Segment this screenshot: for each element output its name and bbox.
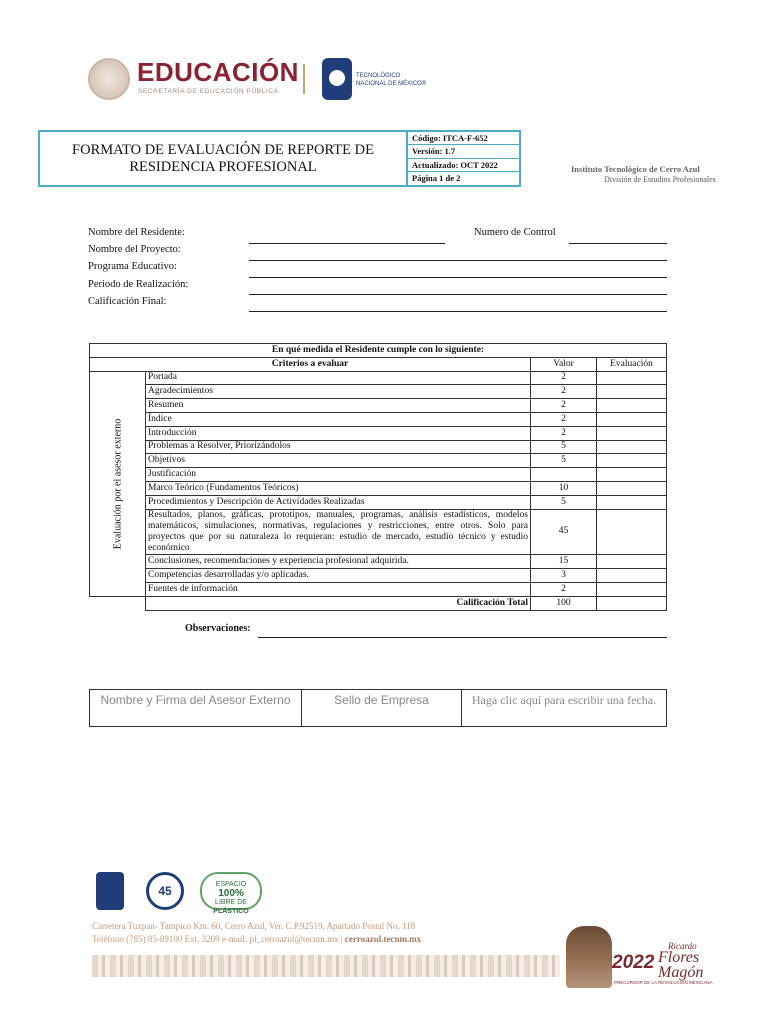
label-nombre-residente: Nombre del Residente: — [88, 227, 185, 238]
decorative-band — [92, 955, 560, 977]
valor-cell: 15 — [531, 555, 597, 569]
total-label: Calificación Total — [146, 596, 531, 610]
evaluacion-input-cell[interactable] — [597, 582, 667, 596]
title-line-2: RESIDENCIA PROFESIONAL — [129, 158, 317, 175]
total-row — [90, 596, 667, 610]
criteria-row — [90, 454, 667, 468]
signature-table — [89, 689, 667, 727]
brand-subtitle: SECRETARÍA DE EDUCACIÓN PÚBLICA — [138, 88, 279, 95]
footer-address: Carretera Tuxpan- Tampico Km. 60, Cerro Azul, Ver. C.P.92519, Apartado Postal No. 118 — [92, 921, 416, 931]
evaluacion-input-cell[interactable] — [597, 426, 667, 440]
footer-contact — [92, 934, 421, 944]
criteria-row — [90, 495, 667, 509]
evaluacion-input-cell[interactable] — [597, 385, 667, 399]
criteria-cell: Competencias desarrolladas y/o aplicadas. — [146, 569, 531, 583]
valor-cell: 45 — [531, 509, 597, 555]
document-meta — [406, 132, 519, 185]
field-periodo[interactable] — [249, 294, 667, 295]
label-nombre-proyecto: Nombre del Proyecto: — [88, 244, 181, 255]
criteria-row — [90, 426, 667, 440]
ricardo-flores-magon-portrait — [566, 926, 612, 988]
flores-label: Flores — [658, 949, 700, 966]
criteria-cell: Fuentes de información — [146, 582, 531, 596]
tecnm-line1: TECNOLÓGICO — [356, 73, 401, 79]
criteria-row — [90, 468, 667, 482]
criteria-cell: Agradecimientos — [146, 385, 531, 399]
valor-cell: 2 — [531, 426, 597, 440]
evaluacion-input-cell[interactable] — [597, 481, 667, 495]
sello-empresa-cell[interactable]: Sello de Empresa — [302, 690, 462, 727]
brand-title: EDUCACIÓN — [137, 57, 299, 87]
criteria-cell: Resultados, planos, gráficas, prototipos, manuales, programas, análisis estadísticos, modelos matemáticos, simulaciones, normativas, regulaciones y restricciones, entre otros. Solo para proyectos que por su naturaleza lo requieran: estudio de mercado, estudio técnico y estudio económico — [146, 509, 531, 555]
government-seal-icon — [88, 58, 130, 100]
criteria-row — [90, 440, 667, 454]
criteria-cell: Objetivos — [146, 454, 531, 468]
total-value: 100 — [531, 596, 597, 610]
label-periodo: Periodo de Realización: — [88, 279, 189, 290]
criteria-cell: Procedimientos y Descripción de Actividades Realizadas — [146, 495, 531, 509]
criteria-row — [90, 569, 667, 583]
field-numero-control[interactable] — [569, 243, 667, 244]
evaluacion-input-cell[interactable] — [597, 412, 667, 426]
criteria-cell: Resumen — [146, 399, 531, 413]
valor-cell: 2 — [531, 399, 597, 413]
tecnm-logo-text — [356, 72, 426, 88]
label-programa: Programa Educativo: — [88, 261, 177, 272]
plastic-free-line3: LIBRE DE — [215, 899, 247, 906]
itca-logo-icon — [96, 872, 124, 910]
meta-actualizado: Actualizado: OCT 2022 — [408, 159, 519, 172]
valor-cell: 3 — [531, 569, 597, 583]
evaluation-heading: En qué medida el Residente cumple con lo siguiente: — [90, 344, 667, 358]
criteria-cell: Índice — [146, 412, 531, 426]
plastic-free-line4: PLÁSTICO — [213, 908, 249, 915]
date-picker-field[interactable]: Haga clic aquí para escribir una fecha. — [462, 690, 667, 727]
valor-cell: 5 — [531, 440, 597, 454]
magon-label: Magón — [658, 964, 704, 981]
valor-cell: 2 — [531, 412, 597, 426]
criteria-cell: Conclusiones, recomendaciones y experiencia profesional adquirida. — [146, 555, 531, 569]
valor-cell: 2 — [531, 371, 597, 385]
evaluacion-input-cell[interactable] — [597, 468, 667, 482]
title-line-1: FORMATO DE EVALUACIÓN DE REPORTE DE — [72, 141, 374, 158]
document-title — [40, 132, 406, 185]
valor-cell: 2 — [531, 385, 597, 399]
criteria-row — [90, 371, 667, 385]
criteria-row — [90, 385, 667, 399]
evaluacion-input-cell[interactable] — [597, 495, 667, 509]
valor-cell: 5 — [531, 454, 597, 468]
field-calificacion[interactable] — [249, 311, 667, 312]
side-label: Evaluación por el asesor externo — [112, 418, 123, 549]
criteria-cell: Portada — [146, 371, 531, 385]
col-criterios: Criterios a evaluar — [90, 357, 531, 371]
evaluacion-input-cell[interactable] — [597, 555, 667, 569]
evaluacion-input-cell[interactable] — [597, 440, 667, 454]
evaluacion-input-cell[interactable] — [597, 399, 667, 413]
evaluacion-input-cell[interactable] — [597, 371, 667, 385]
year-subtitle: PRECURSOR DE LA REVOLUCIÓN MEXICANA — [614, 980, 713, 985]
field-nombre-proyecto[interactable] — [249, 260, 667, 261]
label-calificacion: Calificación Final: — [88, 296, 167, 307]
meta-version: Versión: 1.7 — [408, 145, 519, 158]
tecnm-line2: NACIONAL DE MÉXICO® — [356, 81, 427, 87]
observaciones-label: Observaciones: — [185, 623, 251, 634]
field-nombre-residente[interactable] — [249, 243, 445, 244]
institution-division: División de Estudios Profesionales — [604, 175, 716, 184]
total-spacer — [90, 596, 146, 610]
evaluation-table — [89, 343, 667, 611]
criteria-row — [90, 509, 667, 555]
total-evaluacion-cell[interactable] — [597, 596, 667, 610]
criteria-row — [90, 412, 667, 426]
tecnm-logo-icon — [322, 58, 352, 100]
criteria-row — [90, 582, 667, 596]
plastic-free-line2: 100% — [218, 888, 244, 899]
plastic-free-logo-icon — [200, 872, 262, 915]
criteria-row — [90, 399, 667, 413]
title-box — [38, 130, 521, 187]
logo-divider — [303, 64, 305, 94]
year-label: 2022 — [612, 952, 655, 973]
side-label-cell — [90, 371, 146, 596]
field-programa[interactable] — [249, 277, 667, 278]
institution-name: Instituto Tecnológico de Cerro Azul — [571, 164, 700, 174]
criteria-row — [90, 481, 667, 495]
ricardo-label: Ricardo — [668, 941, 697, 951]
plastic-free-line1: ESPACIO — [215, 881, 247, 888]
anniversary-logo-icon: 45 — [146, 872, 184, 910]
label-numero-control: Numero de Control — [474, 227, 556, 238]
col-evaluacion: Evaluación — [597, 357, 667, 371]
criteria-cell: Justificación — [146, 468, 531, 482]
evaluacion-input-cell[interactable] — [597, 454, 667, 468]
meta-codigo: Código: ITCA-F-652 — [408, 132, 519, 145]
meta-pagina: Página 1 de 2 — [412, 172, 461, 183]
asesor-signature-cell[interactable]: Nombre y Firma del Asesor Externo — [90, 690, 302, 727]
footer-phone-email: Teléfono (785) 85-89100 Ext. 3209 e-mail: pl_cerroazul@tecnm.mx | — [92, 934, 345, 944]
valor-cell: 2 — [531, 582, 597, 596]
evaluacion-input-cell[interactable] — [597, 569, 667, 583]
criteria-cell: Marco Teórico (Fundamentos Teóricos) — [146, 481, 531, 495]
valor-cell: 10 — [531, 481, 597, 495]
col-valor: Valor — [531, 357, 597, 371]
valor-cell: 5 — [531, 495, 597, 509]
criteria-cell: Introducción — [146, 426, 531, 440]
valor-cell — [531, 468, 597, 482]
criteria-cell: Problemas a Resolver, Priorizándolos — [146, 440, 531, 454]
evaluacion-input-cell[interactable] — [597, 509, 667, 555]
criteria-row — [90, 555, 667, 569]
observaciones-field[interactable] — [258, 637, 667, 638]
footer-website-link[interactable]: cerroazul.tecnm.mx — [344, 934, 422, 944]
